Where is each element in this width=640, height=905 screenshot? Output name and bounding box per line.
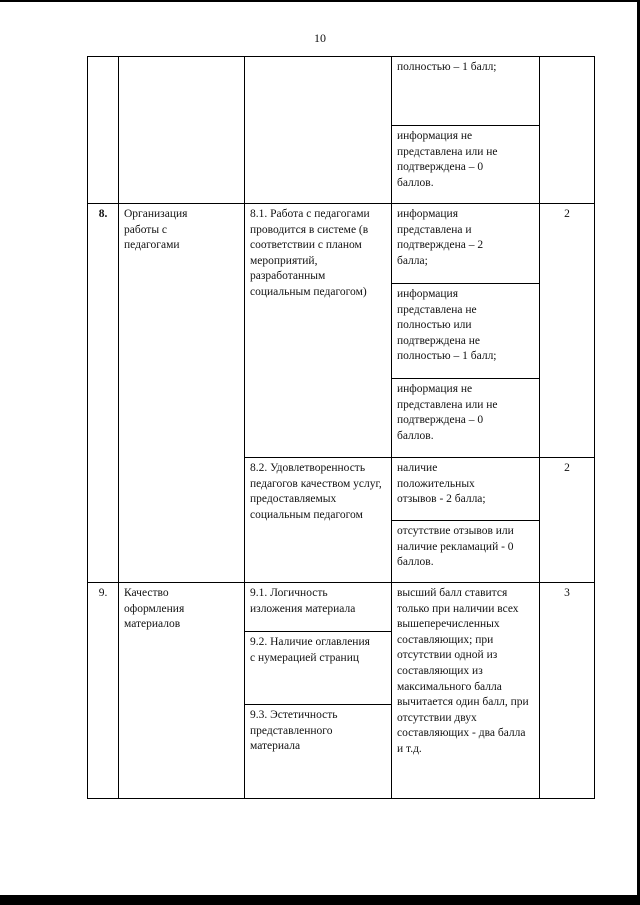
indicator-text: 9.2. Наличие оглавления с нумерацией страниц (250, 636, 370, 664)
section-title: Качество оформления материалов (124, 587, 185, 631)
row-number: 9. (98, 587, 108, 599)
max-score: 2 (564, 462, 570, 474)
column-divider (539, 56, 540, 799)
column-divider (118, 56, 119, 799)
table-border-bottom (87, 798, 595, 799)
page-number: 10 (314, 31, 326, 45)
criterion-cell: полностью – 1 балл; (397, 61, 497, 73)
scan-border-bottom (0, 895, 640, 905)
max-score: 2 (564, 208, 570, 220)
criterion-cell: высший балл ставится только при наличии всех вышеперечисленных составляющих; при отсутствии одной из составляющих из максимального балла вычитается один балл, при отсутствии двух составляющих - два балла и т.д. (397, 587, 529, 755)
max-score: 3 (564, 587, 570, 599)
criterion-cell: наличие положительных отзывов - 2 балла; (397, 462, 486, 506)
criterion-cell: отсутствие отзывов или наличие рекламаций - 0 баллов. (397, 525, 514, 569)
criterion-cell: информация представлена не полностью или подтверждена не полностью – 1 балл; (397, 288, 497, 363)
row-number: 8. (98, 208, 108, 220)
criterion-cell: информация представлена и подтверждена – 2 балла; (397, 208, 484, 267)
section-title: Организация работы с педагогами (124, 208, 188, 252)
column-divider (244, 56, 245, 799)
indicator-text: 9.1. Логичность изложения материала (250, 587, 356, 615)
scan-border-top (0, 0, 640, 2)
indicator-text: 8.2. Удовлетворенность педагогов качеством услуг, предоставляемых социальным педагогом (250, 462, 382, 521)
indicator-text: 9.3. Эстетичность представленного материала (250, 709, 338, 753)
criterion-cell: информация не представлена или не подтверждена – 0 баллов. (397, 383, 498, 442)
criterion-cell: информация не представлена или не подтверждена – 0 баллов. (397, 130, 498, 189)
indicator-text: 8.1. Работа с педагогами проводится в системе (в соответствии с планом мероприятий, разработанным социальным педагогом) (250, 208, 370, 298)
column-divider (594, 56, 595, 799)
column-divider (87, 56, 88, 799)
